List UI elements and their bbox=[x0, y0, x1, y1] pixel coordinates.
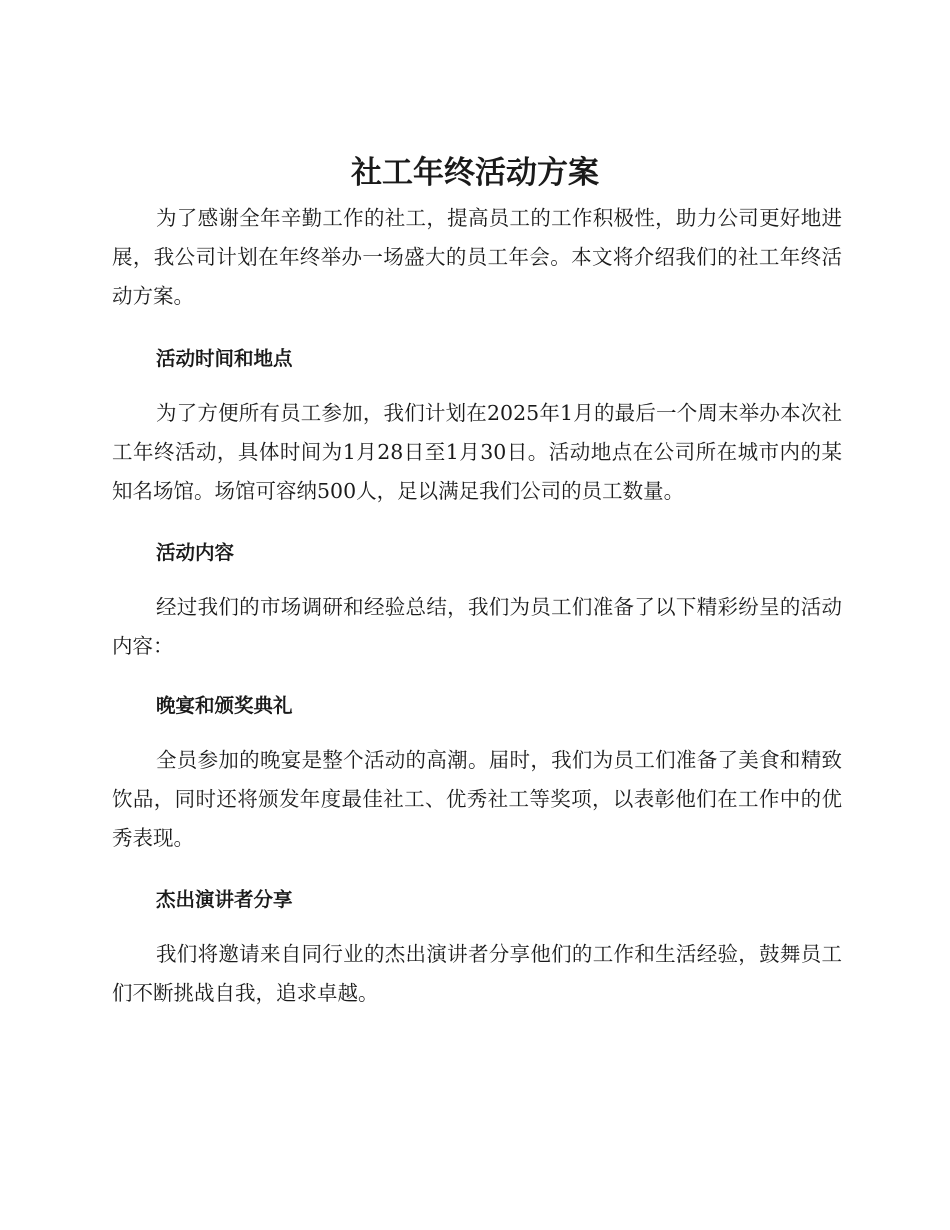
section-heading-speakers: 杰出演讲者分享 bbox=[156, 888, 293, 911]
intro-paragraph: 为了感谢全年辛勤工作的社工，提高员工的工作积极性，助力公司更好地进展，我公司计划在年终举办一场盛大的员工年会。本文将介绍我们的社工年终活动方案。 bbox=[112, 206, 842, 308]
section-body-speakers: 我们将邀请来自同行业的杰出演讲者分享他们的工作和生活经验，鼓舞员工们不断挑战自我，追求卓越。 bbox=[112, 942, 842, 1005]
section-heading-time-location: 活动时间和地点 bbox=[156, 347, 293, 370]
section-body-content: 经过我们的市场调研和经验总结，我们为员工们准备了以下精彩纷呈的活动内容： bbox=[112, 595, 842, 658]
section-body-banquet: 全员参加的晚宴是整个活动的高潮。届时，我们为员工们准备了美食和精致饮品，同时还将颁发年度最佳社工、优秀社工等奖项，以表彰他们在工作中的优秀表现。 bbox=[112, 748, 842, 850]
section-body-time-location: 为了方便所有员工参加，我们计划在2025年1月的最后一个周末举办本次社工年终活动，具体时间为1月28日至1月30日。活动地点在公司所在城市内的某知名场馆。场馆可容纳500人，足以满足我们公司的员工数量。 bbox=[112, 401, 842, 503]
section-heading-banquet: 晚宴和颁奖典礼 bbox=[156, 694, 293, 717]
document-title: 社工年终活动方案 bbox=[351, 155, 599, 191]
section-heading-content: 活动内容 bbox=[156, 541, 235, 564]
